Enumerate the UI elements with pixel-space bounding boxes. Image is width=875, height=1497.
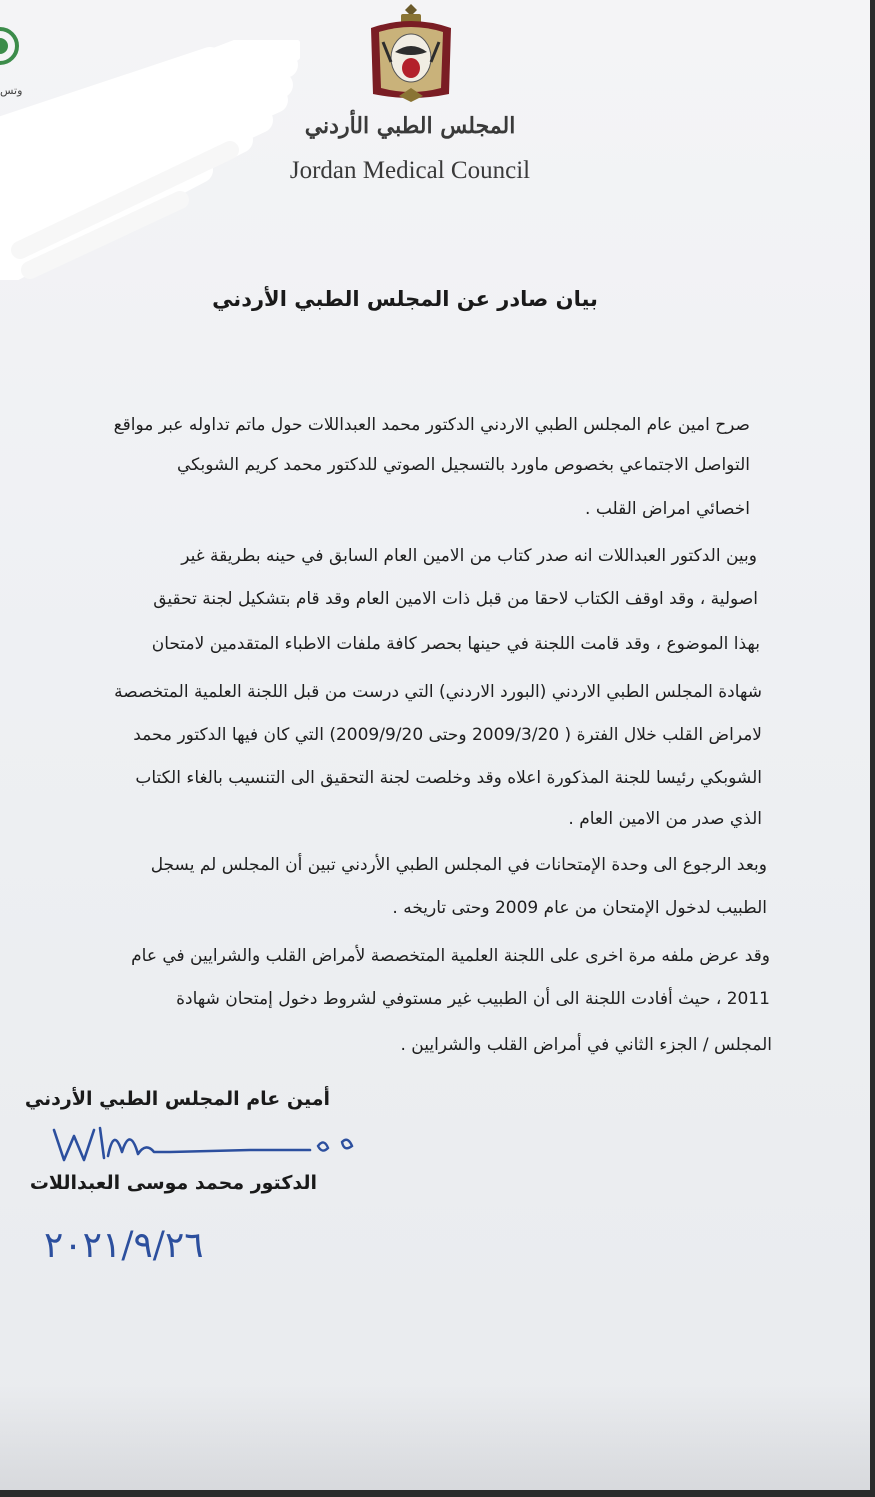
signatory-title: أمين عام المجلس الطبي الأردني [24,1088,330,1110]
body-line: الطبيب لدخول الإمتحان من عام 2009 وحتى تاريخه . [392,898,767,918]
body-line: الذي صدر من الامين العام . [568,809,762,829]
body-line: اخصائي امراض القلب . [585,499,750,519]
partner-logo-text: وتس [0,84,23,97]
handwritten-signature [50,1122,370,1168]
body-line: وقد عرض ملفه مرة اخرى على اللجنة العلمية المتخصصة لأمراض القلب والشرايين في عام [131,946,770,966]
redaction-scribble [0,40,300,280]
body-line: وبين الدكتور العبداللات انه صدر كتاب من الامين العام السابق في حينه بطريقة غير [181,546,757,566]
body-line: صرح امين عام المجلس الطبي الاردني الدكتور محمد العبداللات حول ماتم تداوله عبر مواقع [113,415,750,435]
arabic-org-logotype: المجلس الطبي الأردني [304,113,516,139]
jordan-coat-of-arms-icon [365,2,457,106]
body-line: المجلس / الجزء الثاني في أمراض القلب والشرايين . [400,1035,772,1055]
body-line: شهادة المجلس الطبي الاردني (البورد الاردني) التي درست من قبل اللجنة العلمية المتخصصة [114,682,762,702]
body-line: وبعد الرجوع الى وحدة الإمتحانات في المجلس الطبي الأردني تبين أن المجلس لم يسجل [150,855,767,875]
body-line: التواصل الاجتماعي بخصوص ماورد بالتسجيل الصوتي للدكتور محمد كريم الشوبكي [176,455,750,475]
body-line: بهذا الموضوع ، وقد قامت اللجنة في حينها بحصر كافة ملفات الاطباء المتقدمين لامتحان [151,634,760,654]
handwritten-date: ٢٠٢١/٩/٢٦ [44,1225,204,1266]
body-line: الشوبكي رئيسا للجنة المذكورة اعلاه وقد وخلصت لجنة التحقيق الى التنسيب بالغاء الكتاب [135,768,762,788]
statement-title: بيان صادر عن المجلس الطبي الأردني [212,287,598,311]
signatory-name: الدكتور محمد موسى العبداللات [29,1172,317,1194]
body-line: لامراض القلب خلال الفترة ( 2009/3/20 وحتى 2009/9/20) التي كان فيها الدكتور محمد [133,725,762,745]
english-org-name: Jordan Medical Council [289,157,531,184]
paper-shadow [0,1385,870,1490]
body-line: اصولية ، وقد اوقف الكتاب لاحقا من قبل ذات الامين العام وقد قام بتشكيل لجنة تحقيق [153,589,758,609]
body-line: 2011 ، حيث أفادت اللجنة الى أن الطبيب غير مستوفي لشروط دخول إمتحان شهادة [176,989,770,1009]
